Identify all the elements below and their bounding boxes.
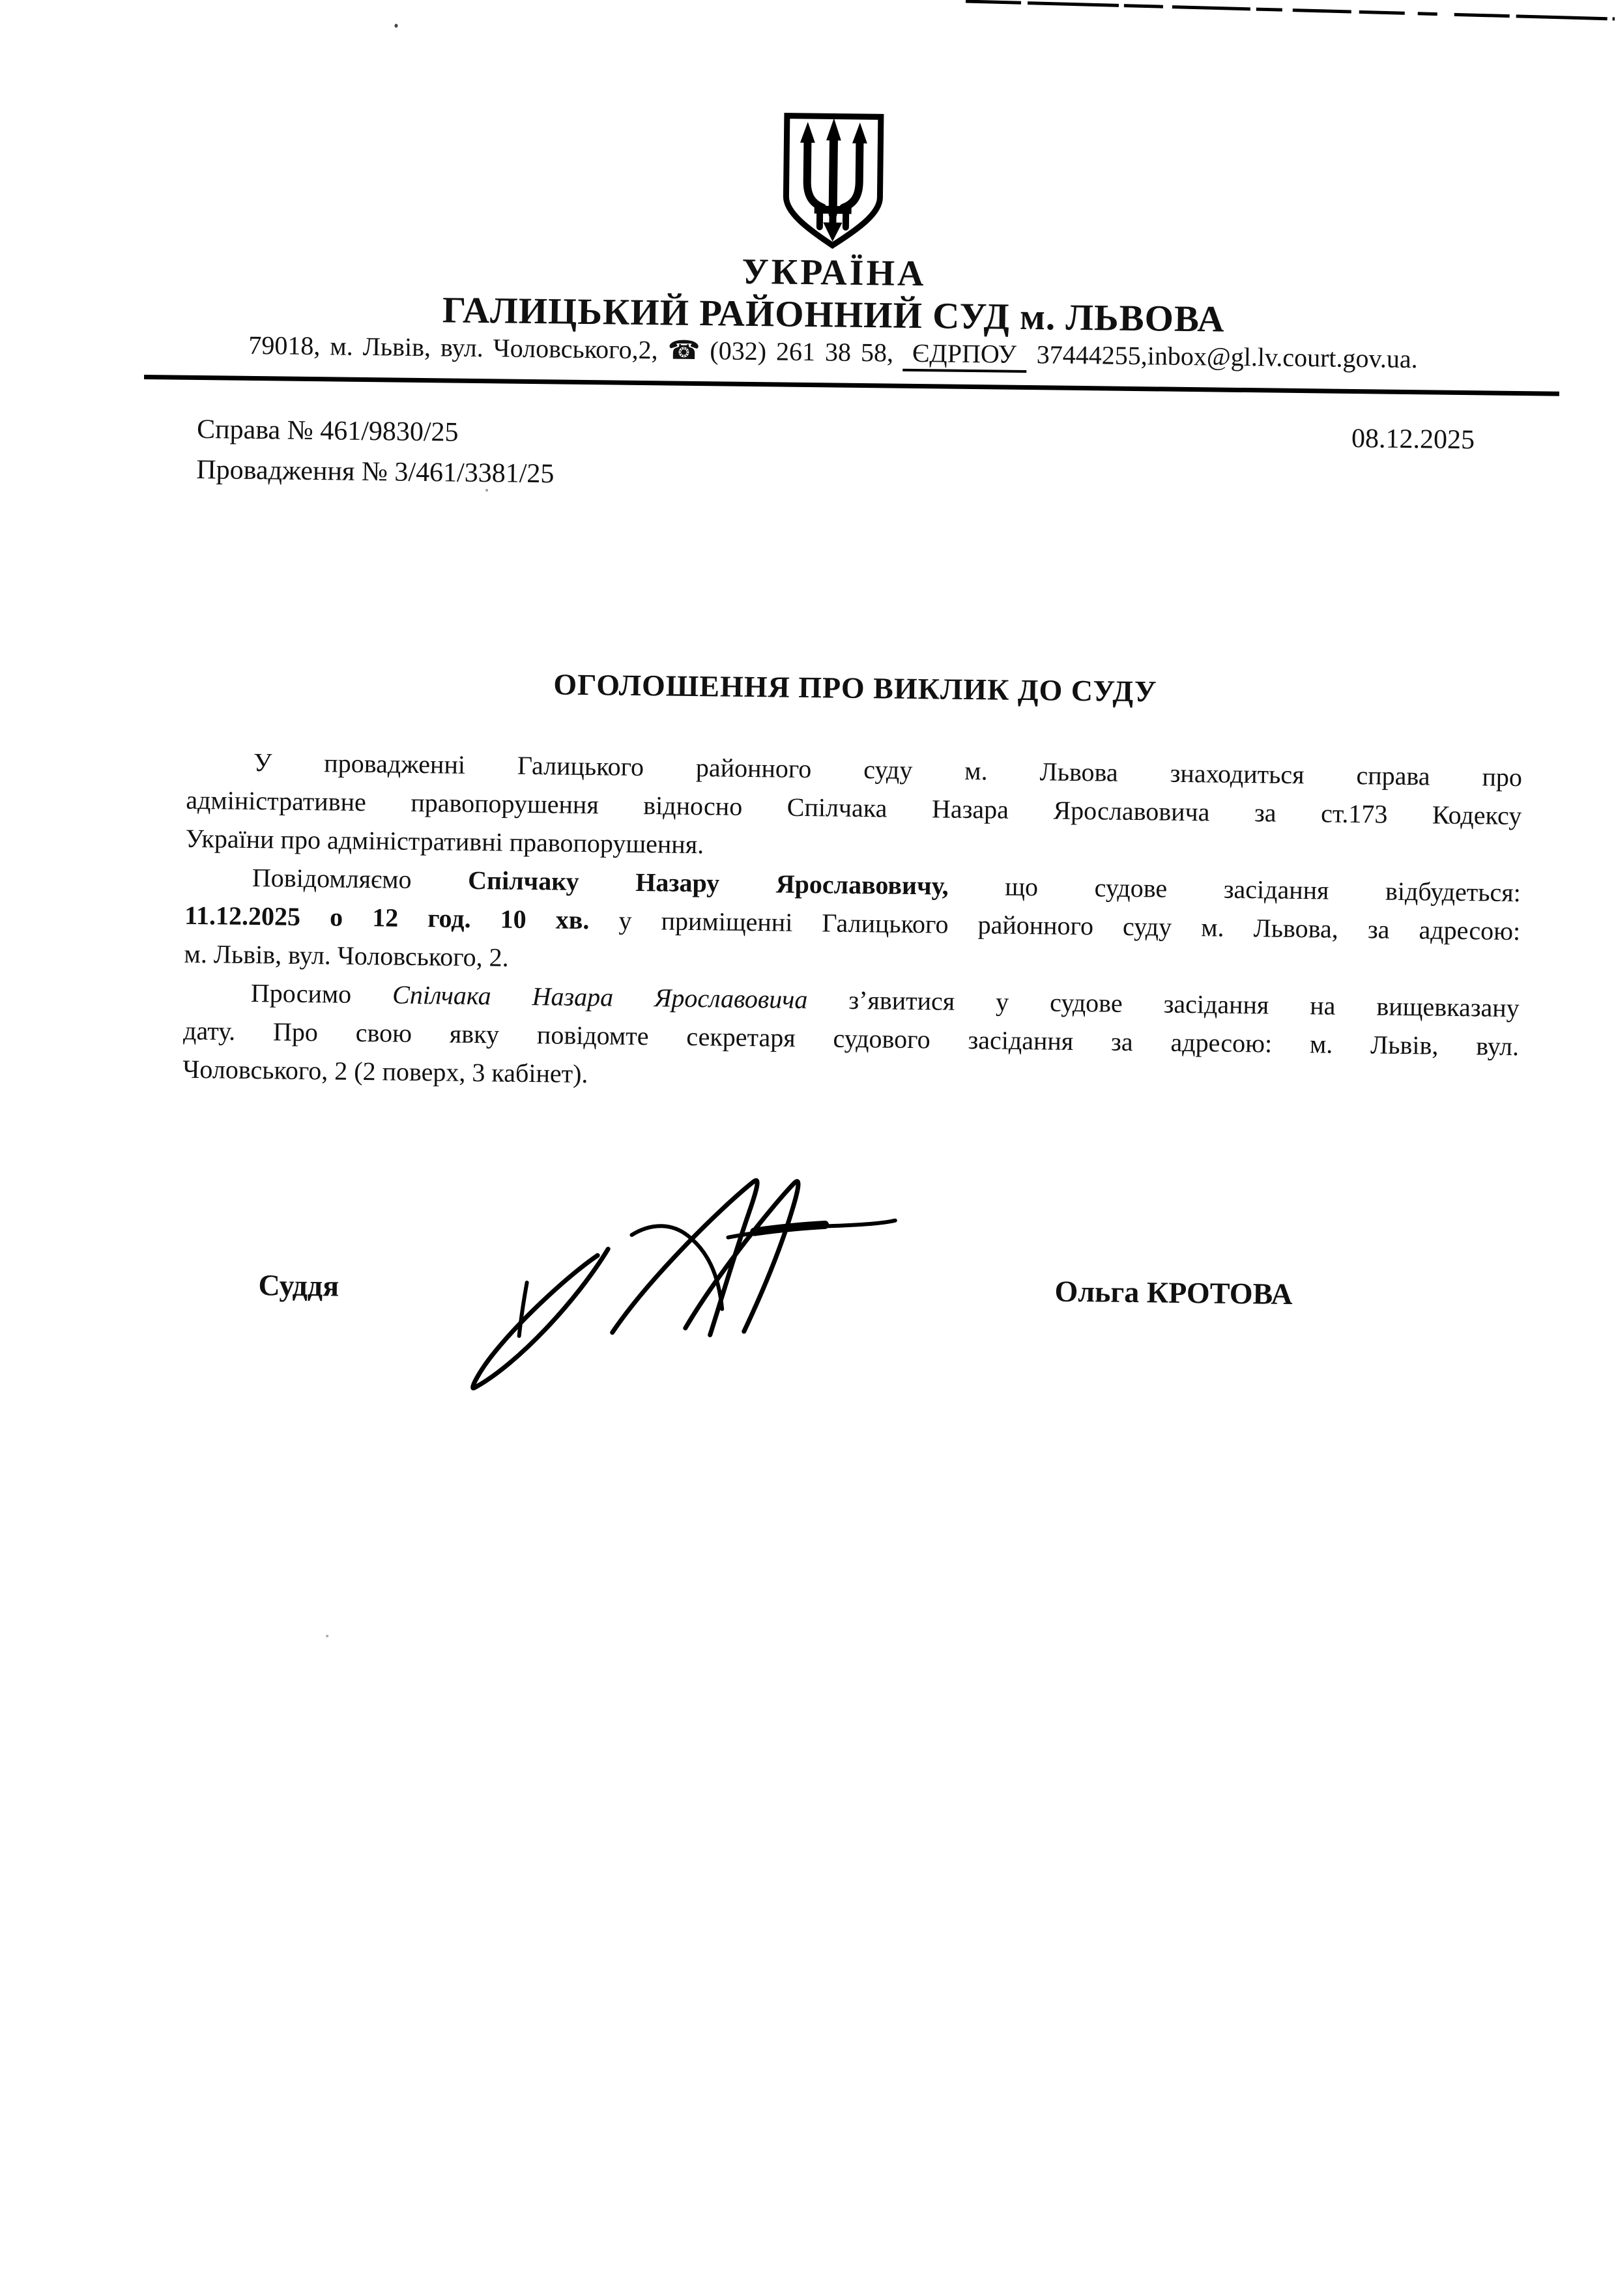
body-paragraphs [182,742,1522,1104]
document-title: ОГОЛОШЕННЯ ПРО ВИКЛИК ДО СУДУ [553,667,1157,708]
scan-speck [485,489,488,491]
judge-label: Суддя [258,1268,339,1303]
phone-number: (032) 261 38 58, [700,336,904,368]
body-line: України про адміністративні правопорушення. [185,823,704,860]
body-line: адміністративне правопорушення відносно Спілчака Назара Ярославовича за ст.173 Кодексу [186,785,1522,831]
scan-speck [326,1635,328,1637]
body-line: У провадженні Галицького районного суду м. Львова знаходиться справа про [253,747,1523,792]
edrpou-label: ЄДРПОУ [903,338,1027,373]
header-divider [144,375,1559,396]
ukraine-trident-emblem-icon [779,111,887,250]
judge-signature [439,1141,964,1427]
document-date: 08.12.2025 [1351,423,1475,456]
country-name: УКРАЇНА [742,251,927,295]
body-line: Повідомляємо Спілчаку Назару Ярославовичу, що судове засідання відбудеться: [252,862,1522,908]
proceeding-number: Провадження № 3/461/3381/25 [196,454,555,489]
address-text: 79018, м. Львів, вул. Чоловського,2, [248,330,668,365]
body-line: дату. Про свою явку повідомте секретаря судового засідання за адресою: м. Львів, вул. [182,1015,1520,1062]
case-number: Справа № 461/9830/25 [196,414,459,448]
body-line: 11.12.2025 о 12 год. 10 хв. у приміщенні Галицького районного суду м. Львова, за адресою: [184,900,1521,946]
edrpou-number-and-email: 37444255,inbox@gl.lv.court.gov.ua. [1026,340,1418,374]
body-line: Чоловського, 2 (2 поверх, 3 кабінет). [182,1054,588,1089]
body-line: Просимо Спілчака Назара Ярославовича з’явитися у судове засідання на вищевказану [250,978,1520,1023]
body-line: м. Львів, вул. Чоловського, 2. [184,938,509,972]
scan-speck [394,23,397,27]
judge-name: Ольга КРОТОВА [1054,1274,1293,1311]
court-name: ГАЛИЦЬКИЙ РАЙОННИЙ СУД м. ЛЬВОВА [442,289,1225,340]
phone-icon: ☎ [667,335,700,366]
